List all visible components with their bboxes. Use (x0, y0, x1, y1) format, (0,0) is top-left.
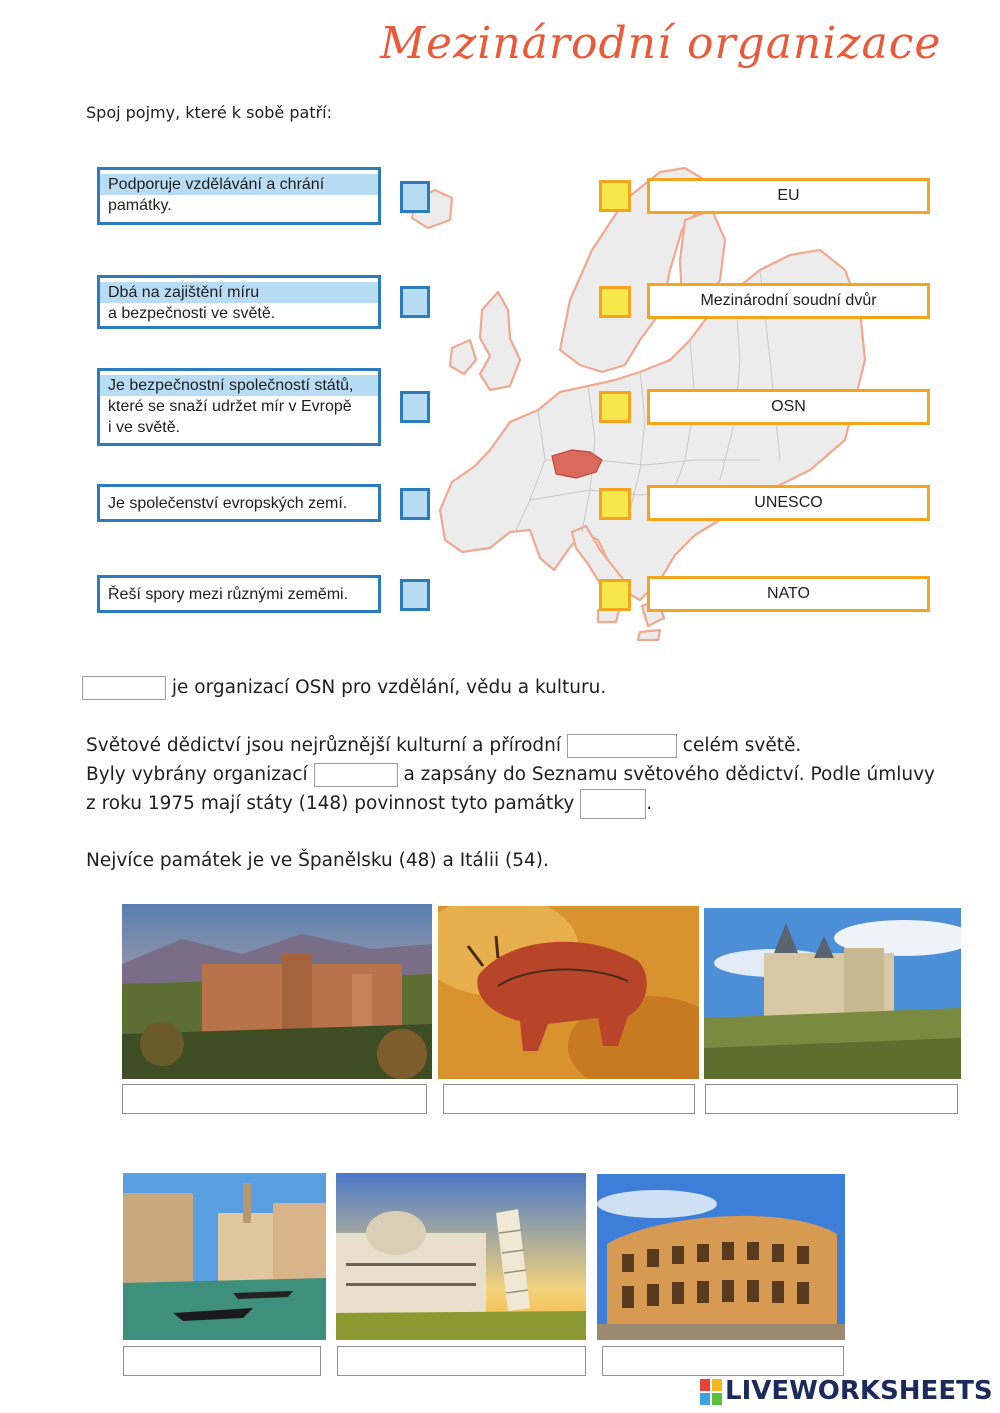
match-right-connector-4[interactable] (599, 488, 631, 520)
match-left-item-5 (97, 575, 381, 613)
match-left-line: památky. (108, 197, 172, 214)
match-left-line: Dbá na zajištění míru (100, 282, 378, 303)
cave-painting-photo (438, 906, 699, 1079)
match-right-item-osn: OSN (647, 389, 930, 425)
paragraph-heritage-line-3 (86, 789, 652, 819)
pisa-tower-photo (336, 1173, 586, 1340)
paragraph-text: je organizací OSN pro vzdělání, vědu a kulturu. (171, 677, 607, 698)
paragraph-heritage-line-1 (86, 731, 801, 760)
paragraph-text: Byly vybrány organizací (86, 764, 308, 785)
page-title: Mezinárodní organizace (380, 18, 942, 69)
match-left-line: Podporuje vzdělávání a chrání (100, 174, 378, 195)
liveworksheets-logo-icon (700, 1379, 722, 1405)
match-left-item-1 (97, 167, 381, 225)
match-left-line: a bezpečnosti ve světě. (108, 305, 276, 322)
blank-input-2[interactable] (567, 734, 677, 758)
match-right-item-nato: NATO (647, 576, 930, 612)
paragraph-text: celém světě. (682, 735, 802, 756)
paragraph-heritage-line-2 (86, 760, 935, 789)
photo-answer-5[interactable] (337, 1346, 586, 1376)
paragraph-text: z roku 1975 mají státy (148) povinnost tyto památky (86, 793, 575, 814)
paragraph-most-monuments: Nejvíce památek je ve Španělsku (48) a Itálii (54). (86, 850, 549, 871)
match-left-item-3 (97, 368, 381, 446)
match-right-item-unesco: UNESCO (647, 485, 930, 521)
blank-input-4[interactable] (580, 789, 646, 819)
match-left-item-4 (97, 484, 381, 522)
match-left-connector-1[interactable] (400, 181, 430, 213)
alcazar-segovia-photo (704, 908, 961, 1079)
photo-answer-1[interactable] (122, 1084, 427, 1114)
match-left-connector-2[interactable] (400, 286, 430, 318)
match-left-line: i ve světě. (108, 419, 181, 436)
match-right-item-icj: Mezinárodní soudní dvůr (647, 283, 930, 319)
match-left-line: Je bezpečnostní společností států, (100, 375, 378, 396)
venice-canal-photo (123, 1173, 326, 1340)
match-right-connector-2[interactable] (599, 286, 631, 318)
colosseum-photo (597, 1174, 845, 1340)
liveworksheets-logo (700, 1376, 993, 1410)
match-left-line: Je společenství evropských zemí. (108, 495, 348, 512)
paragraph-text: a zapsány do Seznamu světového dědictví. Podle úmluvy (403, 764, 935, 785)
photo-answer-2[interactable] (443, 1084, 695, 1114)
match-right-connector-5[interactable] (599, 579, 631, 611)
match-left-line: Řeší spory mezi různými zeměmi. (108, 586, 349, 603)
brand-text: LIVEWORKSHEETS (725, 1376, 993, 1406)
match-left-connector-4[interactable] (400, 488, 430, 520)
paragraph-text: . (646, 793, 653, 814)
match-right-connector-3[interactable] (599, 391, 631, 423)
photo-answer-6[interactable] (602, 1346, 844, 1376)
blank-input-3[interactable] (314, 763, 398, 787)
match-left-line: které se snaží udržet mír v Evropě (108, 398, 352, 415)
match-left-connector-3[interactable] (400, 391, 430, 423)
instruction-text: Spoj pojmy, které k sobě patří: (86, 103, 332, 122)
match-right-item-eu: EU (647, 178, 930, 214)
paragraph-unesco (82, 673, 606, 702)
paragraph-text: Světové dědictví jsou nejrůznější kulturní a přírodní (86, 735, 562, 756)
match-left-item-2 (97, 275, 381, 329)
alhambra-photo (122, 904, 432, 1079)
match-left-connector-5[interactable] (400, 579, 430, 611)
match-right-connector-1[interactable] (599, 180, 631, 212)
photo-answer-4[interactable] (123, 1346, 321, 1376)
blank-input-1[interactable] (82, 676, 166, 700)
photo-answer-3[interactable] (705, 1084, 958, 1114)
